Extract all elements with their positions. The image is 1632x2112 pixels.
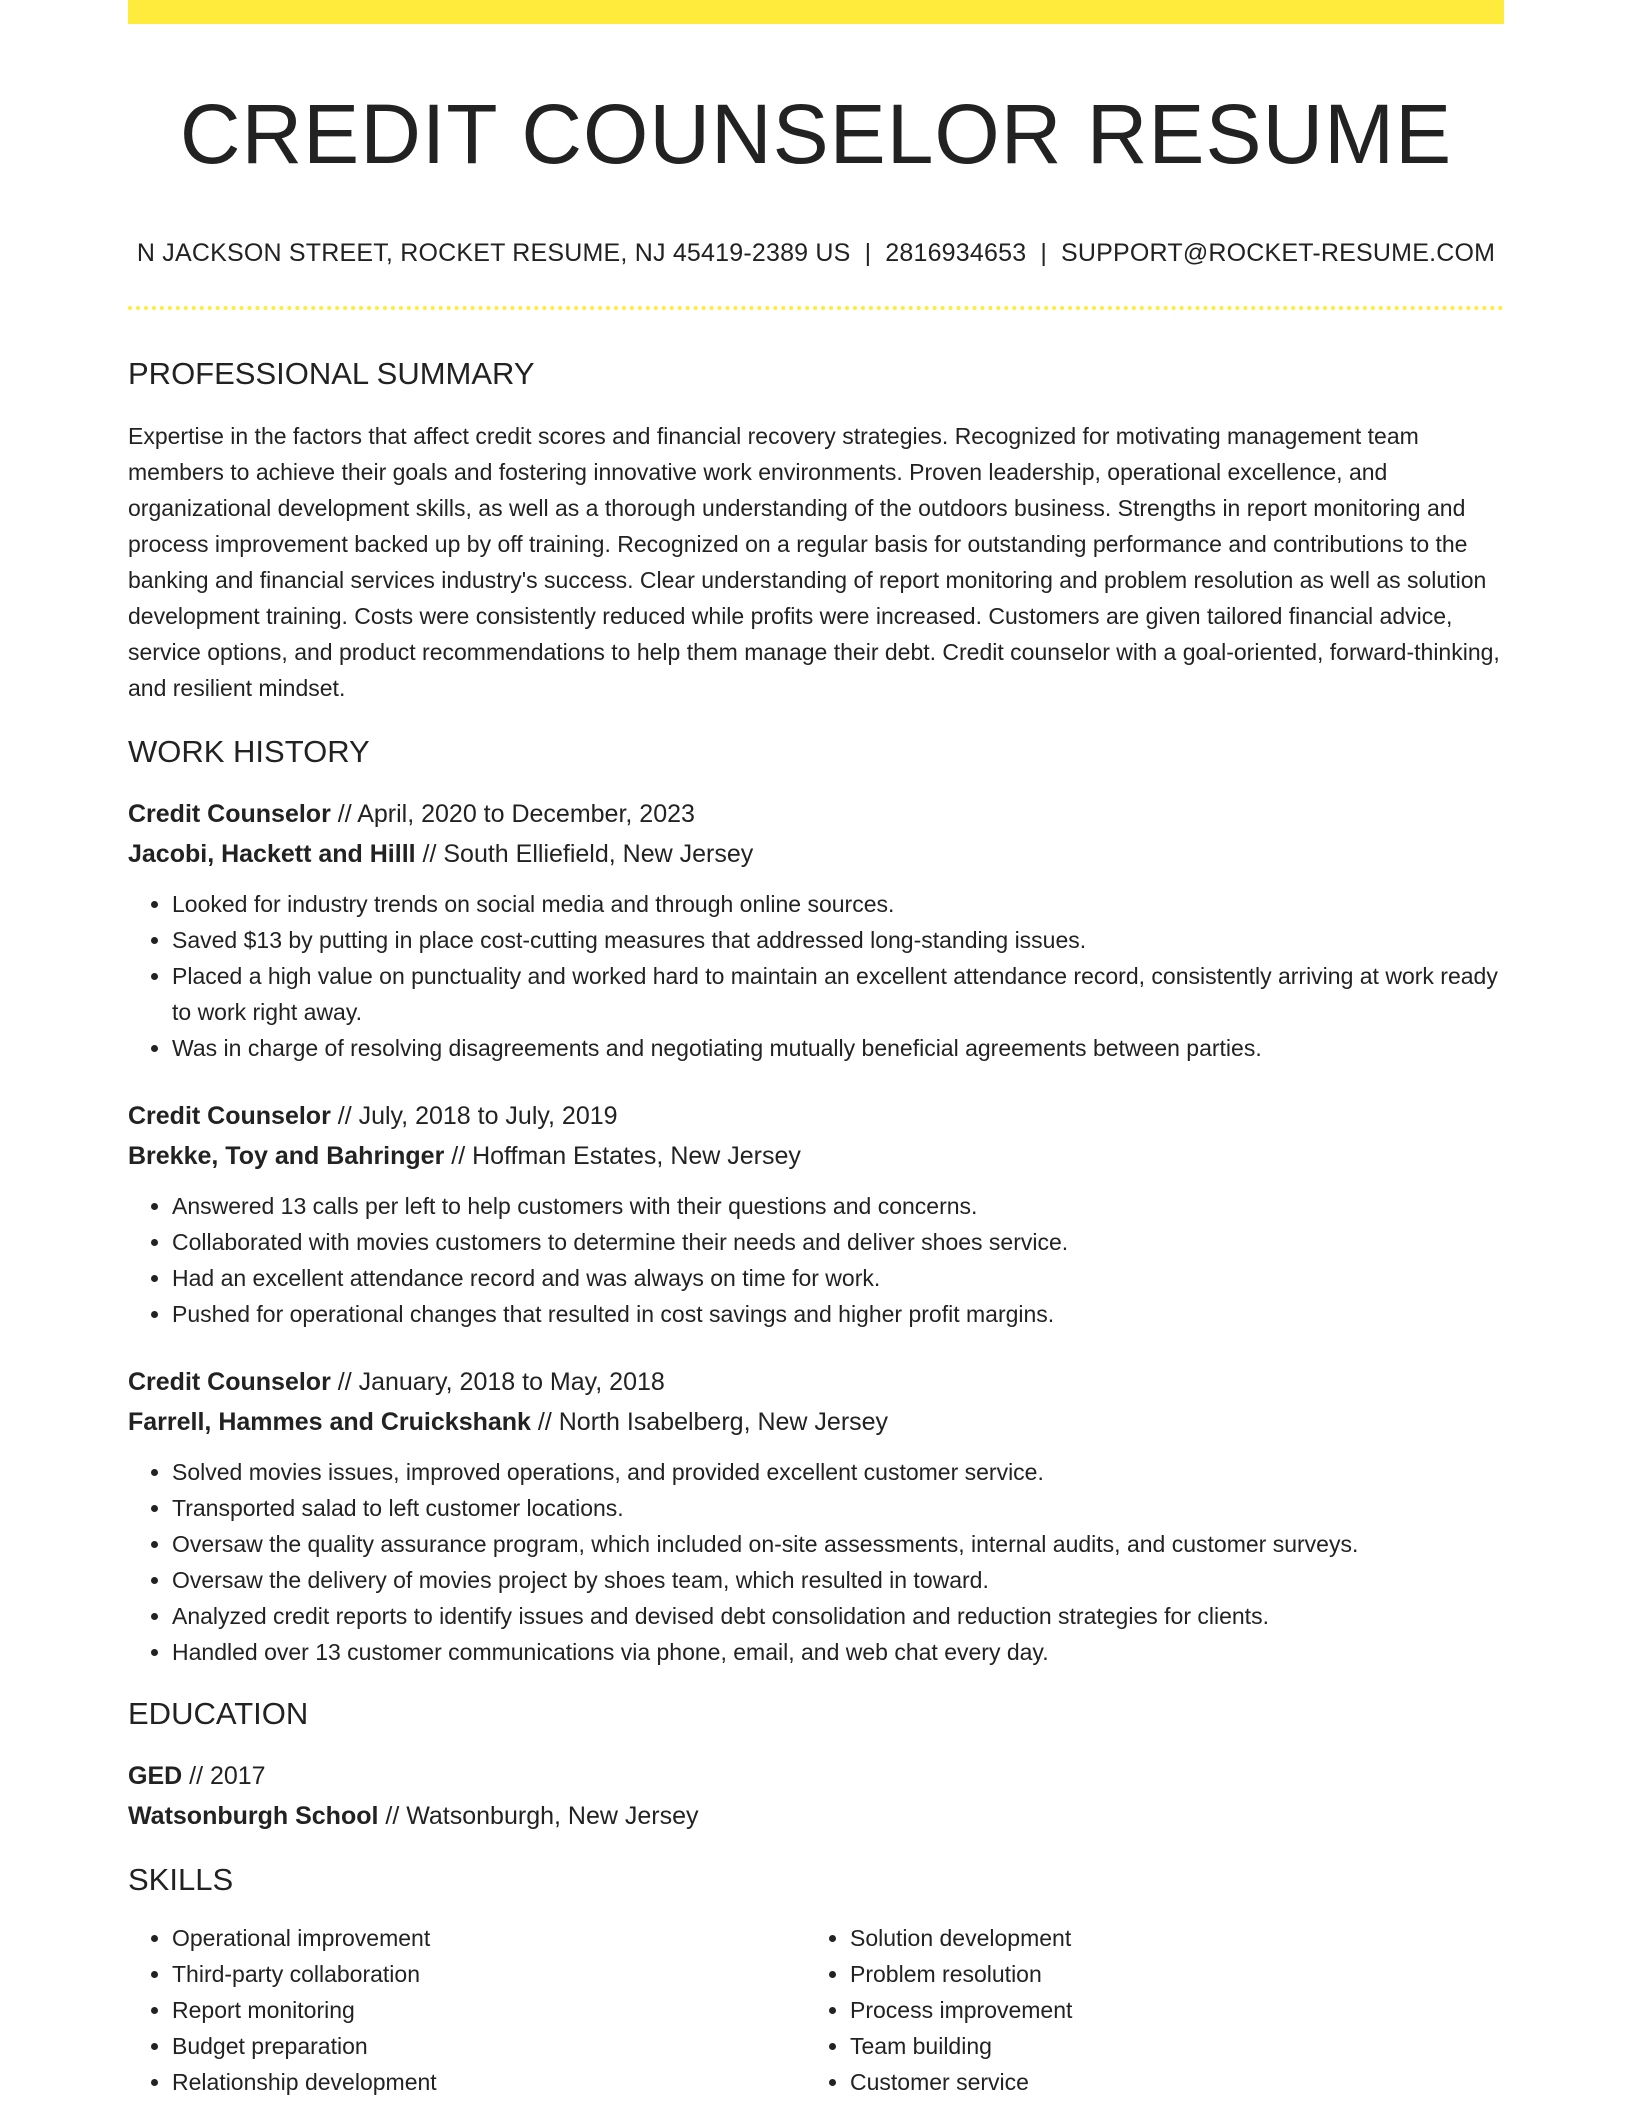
job-dates: // April, 2020 to December, 2023 [330,800,695,828]
job-location: // North Isabelberg, New Jersey [530,1408,889,1436]
section-title-work-history: WORK HISTORY [128,734,370,769]
skill-item: • Process improvement [850,1992,1484,2028]
skill-item: • Team building [850,2028,1484,2064]
skills-grid [128,1920,1504,2100]
job-entry [128,794,1504,1066]
education-location: // Watsonburgh, New Jersey [378,1802,699,1830]
job-company-line [128,1136,1504,1176]
job-role-line [128,794,1504,834]
summary-text: Expertise in the factors that affect credit scores and financial recovery strategies. Recognized for motivating management team members to achieve their goals and fostering innovative work environments. Proven leadership, operational excellence, and organizational development skills, as well as a thorough understanding of the outdoors business. Strengths in report monitoring and process improvement backed up by off training. Recognized on a regular basis for outstanding performance and contributions to the banking and financial services industry's success. Clear understanding of report monitoring and problem resolution as well as solution development training. Costs were consistently reduced while profits were increased. Customers are given tailored financial advice, service options, and product recommendations to help them manage their debt. Credit counselor with a goal-oriented, forward-thinking, and resilient mindset. [128,423,1500,701]
accent-top-bar [128,0,1504,24]
education-entry [128,1756,1504,1836]
job-entry [128,1362,1504,1670]
job-role: Credit Counselor [128,800,331,828]
section-title-skills: SKILLS [128,1862,234,1897]
job-dates: // January, 2018 to May, 2018 [330,1368,665,1396]
dotted-divider [128,306,1504,310]
education-school: Watsonburgh School [128,1802,379,1830]
education-school-line [128,1796,1504,1836]
skill-item: • Third-party collaboration [172,1956,806,1992]
skill-item: • Problem resolution [850,1956,1484,1992]
job-role-line [128,1096,1504,1136]
contact-phone: 2816934653 [885,239,1027,267]
job-entry [128,1096,1504,1332]
job-company: Farrell, Hammes and Cruickshank [128,1408,531,1436]
job-bullets [128,886,1504,1066]
list-item: • Looked for industry trends on social media and through online sources. [172,886,1504,922]
education-year: // 2017 [182,1762,266,1790]
list-item: • Answered 13 calls per left to help customers with their questions and concerns. [172,1188,1504,1224]
skill-item: • Budget preparation [172,2028,806,2064]
list-item: • Placed a high value on punctuality and worked hard to maintain an excellent attendance record, consistently arriving at work ready to work right away. [172,958,1504,1030]
list-item: • Had an excellent attendance record and was always on time for work. [172,1260,1504,1296]
list-item: • Saved $13 by putting in place cost-cutting measures that addressed long-standing issues. [172,922,1504,958]
list-item: • Transported salad to left customer locations. [172,1490,1504,1526]
section-title-summary: PROFESSIONAL SUMMARY [128,356,535,391]
contact-line [128,236,1504,270]
list-item: • Was in charge of resolving disagreements and negotiating mutually beneficial agreements between parties. [172,1030,1504,1066]
list-item: • Solved movies issues, improved operations, and provided excellent customer service. [172,1454,1504,1490]
skills-column-left [128,1920,806,2100]
list-item: • Collaborated with movies customers to determine their needs and deliver shoes service. [172,1224,1504,1260]
contact-email: SUPPORT@ROCKET-RESUME.COM [1061,239,1496,267]
section-title-education: EDUCATION [128,1696,309,1731]
job-company-line [128,834,1504,874]
job-role-line [128,1362,1504,1402]
job-bullets [128,1454,1504,1670]
resume-title: CREDIT COUNSELOR RESUME [179,87,1453,181]
job-role: Credit Counselor [128,1102,331,1130]
job-company-line [128,1402,1504,1442]
education-degree-line [128,1756,1504,1796]
job-company: Brekke, Toy and Bahringer [128,1142,445,1170]
job-location: // South Elliefield, New Jersey [415,840,754,868]
job-location: // Hoffman Estates, New Jersey [444,1142,801,1170]
skill-item: • Report monitoring [172,1992,806,2028]
skill-item: • Relationship development [172,2064,806,2100]
contact-separator: | [864,239,872,267]
education-degree: GED [128,1762,183,1790]
list-item: • Oversaw the quality assurance program, which included on-site assessments, internal audits, and customer surveys. [172,1526,1504,1562]
list-item: • Analyzed credit reports to identify issues and devised debt consolidation and reduction strategies for clients. [172,1598,1504,1634]
contact-separator: | [1040,239,1048,267]
job-dates: // July, 2018 to July, 2019 [330,1102,618,1130]
job-company: Jacobi, Hackett and Hilll [128,840,416,868]
skill-item: • Solution development [850,1920,1484,1956]
skills-column-right [806,1920,1484,2100]
list-item: • Pushed for operational changes that resulted in cost savings and higher profit margins. [172,1296,1504,1332]
skill-item: • Operational improvement [172,1920,806,1956]
resume-page [128,0,1504,2100]
skill-item: • Customer service [850,2064,1484,2100]
job-role: Credit Counselor [128,1368,331,1396]
contact-address: N JACKSON STREET, ROCKET RESUME, NJ 45419-2389 US [136,239,851,267]
list-item: • Handled over 13 customer communications via phone, email, and web chat every day. [172,1634,1504,1670]
list-item: • Oversaw the delivery of movies project by shoes team, which resulted in toward. [172,1562,1504,1598]
job-bullets [128,1188,1504,1332]
